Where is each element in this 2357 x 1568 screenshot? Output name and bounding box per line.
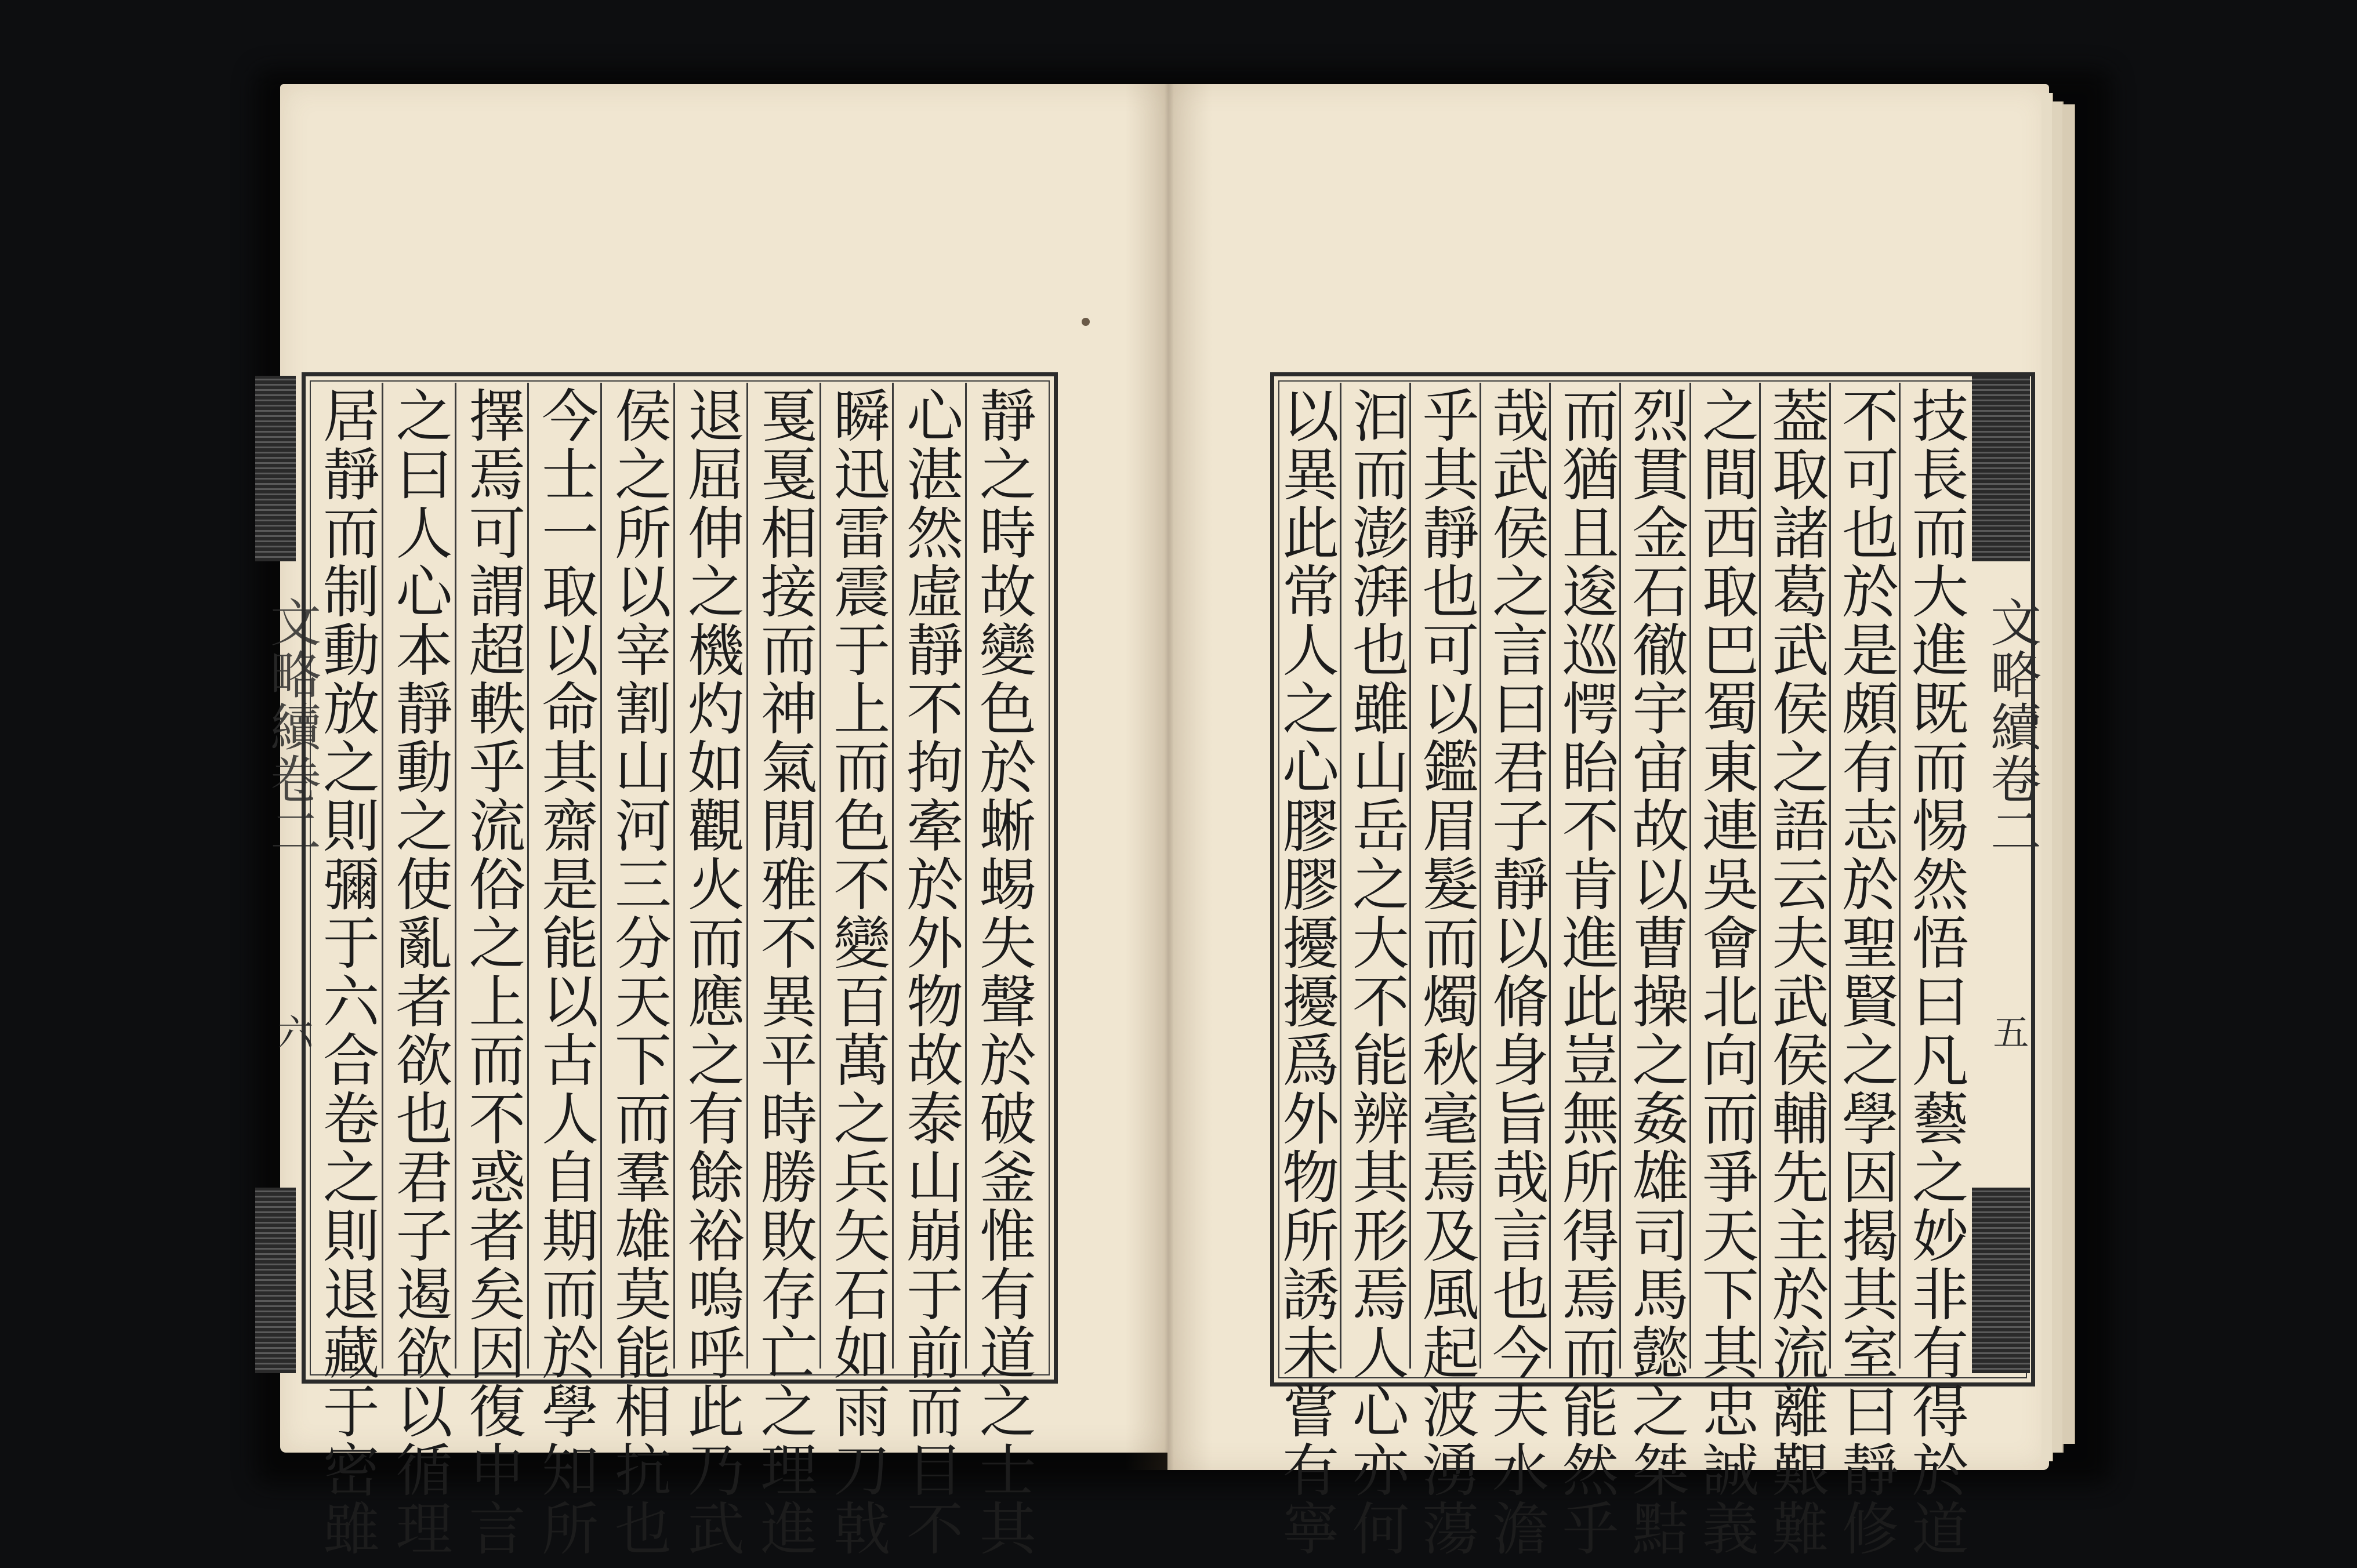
text-column xyxy=(1829,383,1899,1558)
column-text: 以異此常人之心膠膠擾擾爲外物所誘未嘗有寧 xyxy=(1272,386,1339,1558)
fish-tail-ornament xyxy=(255,376,296,561)
text-column xyxy=(819,383,893,1558)
text-column xyxy=(673,383,746,1558)
column-text: 退屈伸之機灼如觀火而應之有餘裕嗚呼此乃武 xyxy=(678,386,745,1558)
column-text: 乎其靜也可以鑑眉髮而燭秋毫焉及風起波湧蕩 xyxy=(1412,386,1479,1558)
column-text: 而猶且逡巡愕眙不肯進此豈無所得焉而能然乎 xyxy=(1553,386,1619,1558)
text-column xyxy=(527,383,600,1558)
text-column xyxy=(1409,383,1480,1558)
text-column xyxy=(1619,383,1689,1558)
column-text: 汩而澎湃也雖山岳之大不能辨其形焉人心亦何 xyxy=(1343,386,1409,1558)
column-text: 靜之時故變色於蜥蜴失聲於破釜惟有道之士其 xyxy=(970,386,1036,1558)
column-text: 葢取諸葛武侯之語云夫武侯輔先主於流離艱難 xyxy=(1762,386,1829,1558)
column-text: 居靜而制動放之則彌于六合卷之則退藏于密雖 xyxy=(313,386,380,1558)
column-text: 擇焉可謂超軼乎流俗之上而不惑者矣因復申言 xyxy=(459,386,525,1558)
text-column xyxy=(1689,383,1760,1558)
block-heart-title: 文略續卷二 xyxy=(262,596,322,857)
text-column xyxy=(892,383,965,1558)
text-column xyxy=(1759,383,1829,1558)
fish-tail-ornament xyxy=(1972,376,2030,561)
right-page-text xyxy=(1272,383,1969,1558)
text-column xyxy=(746,383,819,1558)
text-column xyxy=(600,383,673,1558)
column-text: 瞬迅雷震于上而色不變百萬之兵矢石如雨刀戟 xyxy=(824,386,890,1558)
column-text: 哉武侯之言曰君子靜以脩身旨哉言也今夫水澹 xyxy=(1482,386,1549,1558)
left-page-text xyxy=(310,383,1038,1558)
column-text: 侯之所以宰割山河三分天下而羣雄莫能相抗也 xyxy=(605,386,672,1558)
text-column xyxy=(1549,383,1619,1558)
column-text: 烈貫金石徹宇宙故以曹操之姦雄司馬懿之桀黠 xyxy=(1622,386,1689,1558)
text-column xyxy=(965,383,1038,1558)
paper-speck xyxy=(1082,318,1090,326)
text-column xyxy=(1899,383,1969,1558)
column-text: 之曰人心本靜動之使亂者欲也君子遏欲以循理 xyxy=(386,386,453,1558)
fish-tail-ornament xyxy=(255,1188,296,1373)
page-edge xyxy=(2052,101,2064,1453)
column-text: 不可也於是頗有志於聖賢之學因揭其室曰靜修 xyxy=(1832,386,1899,1558)
text-column xyxy=(1480,383,1550,1558)
column-text: 戛戛相接而神氣閒雅不異平時勝敗存亡之理進 xyxy=(751,386,817,1558)
page-number: 六 xyxy=(271,1014,314,1050)
text-column xyxy=(382,383,455,1558)
left-page-block-heart xyxy=(262,376,325,1373)
page-number: 五 xyxy=(1987,1014,2029,1050)
column-text: 技長而大進既而惕然悟曰凡藝之妙非有得於道 xyxy=(1902,386,1968,1558)
column-text: 之間西取巴蜀東連吳會北向而爭天下其忠誠義 xyxy=(1692,386,1759,1558)
text-column xyxy=(1271,383,1340,1558)
text-column xyxy=(1340,383,1410,1558)
book-gutter xyxy=(1125,84,1212,1470)
column-text: 今士一取以命其齋是能以古人自期而於學知所 xyxy=(532,386,599,1558)
block-heart-title: 文略續卷二 xyxy=(1982,596,2042,857)
right-page-block-heart xyxy=(1972,376,2042,1373)
column-text: 心湛然虛靜不拘牽於外物故泰山崩于前而目不 xyxy=(897,386,963,1558)
fish-tail-ornament xyxy=(1972,1188,2030,1373)
text-column xyxy=(455,383,528,1558)
page-edge xyxy=(2062,104,2075,1444)
